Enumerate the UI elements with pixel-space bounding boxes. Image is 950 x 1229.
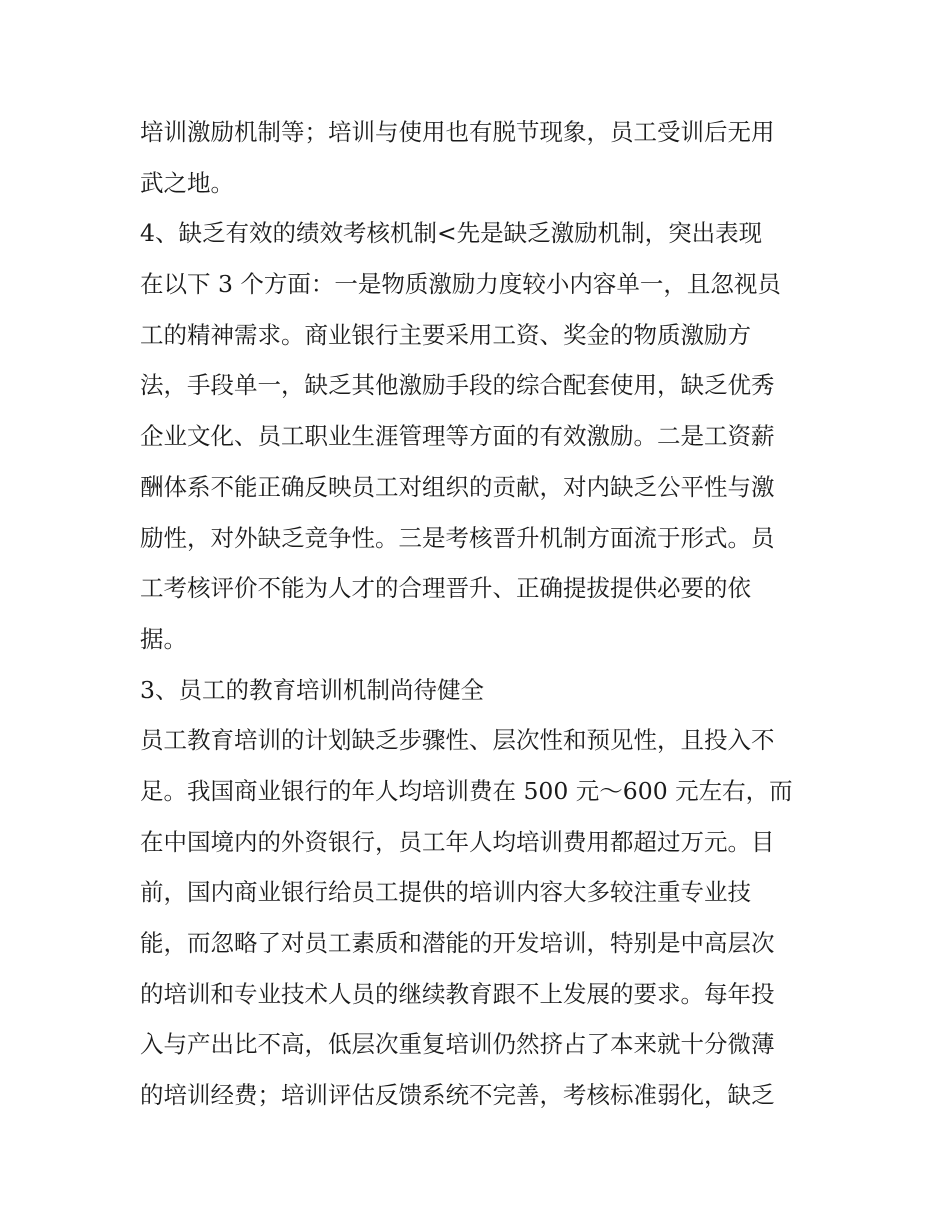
text-line: 入与产出比不高，低层次重复培训仍然挤占了本来就十分微薄 <box>140 1030 775 1059</box>
text-line: 工的精神需求。商业银行主要采用工资、奖金的物质激励方 <box>140 320 751 349</box>
text-line: 在中国境内的外资银行，员工年人均培训费用都超过万元。目 <box>140 827 775 856</box>
text-line: 法，手段单一，缺乏其他激励手段的综合配套使用，缺乏优秀 <box>140 371 775 400</box>
text-line: 培训激励机制等；培训与使用也有脱节现象，员工受训后无用 <box>140 118 775 146</box>
body-text <box>140 107 820 1121</box>
text-line: 励性，对外缺乏竞争性。三是考核晋升机制方面流于形式。员 <box>140 523 775 552</box>
section-heading: 3、员工的教育培训机制尚待健全 <box>140 675 484 704</box>
text-line: 据。 <box>140 624 187 653</box>
text-line: 酬体系不能正确反映员工对组织的贡献，对内缺乏公平性与激 <box>140 472 775 501</box>
text-line: 员工教育培训的计划缺乏步骤性、层次性和预见性，且投入不 <box>140 726 775 755</box>
text-line: 企业文化、员工职业生涯管理等方面的有效激励。二是工资薪 <box>140 422 775 451</box>
text-line: 的培训和专业技术人员的继续教育跟不上发展的要求。每年投 <box>140 979 775 1008</box>
text-line: 前，国内商业银行给员工提供的培训内容大多较注重专业技 <box>140 878 751 907</box>
text-line: 的培训经费；培训评估反馈系统不完善，考核标准弱化，缺乏 <box>140 1081 775 1110</box>
text-line: 能，而忽略了对员工素质和潜能的开发培训，特别是中高层次 <box>140 929 775 957</box>
section-heading: 4、缺乏有效的绩效考核机制<先是缺乏激励机制，突出表现 <box>140 219 763 248</box>
text-line: 足。我国商业银行的年人均培训费在 500 元～600 元左右，而 <box>140 776 793 805</box>
text-line: 在以下 3 个方面：一是物质激励力度较小内容单一，且忽视员 <box>140 270 781 299</box>
text-line: 工考核评价不能为人才的合理晋升、正确提拔提供必要的依 <box>140 574 751 603</box>
text-line: 武之地。 <box>140 168 234 197</box>
